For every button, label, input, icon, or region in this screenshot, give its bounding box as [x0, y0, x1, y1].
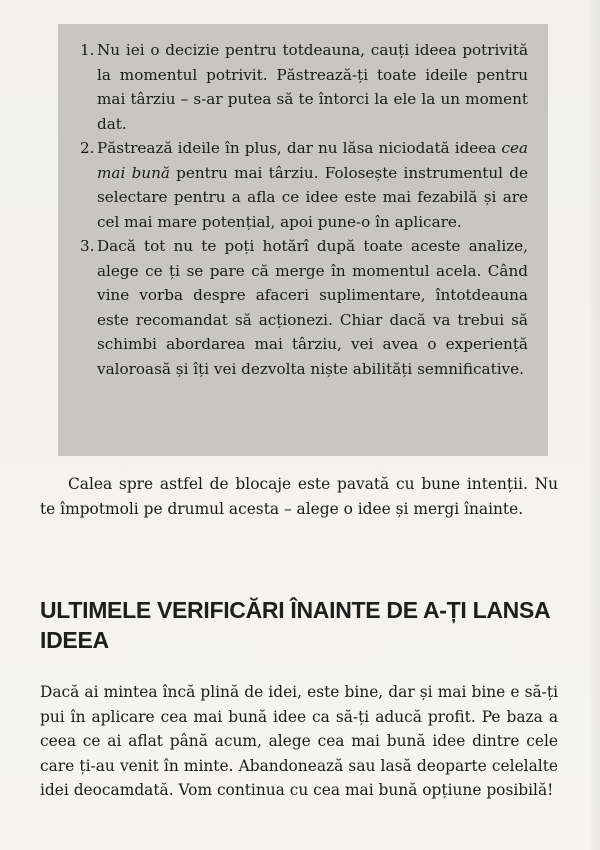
list-item-number: 3.	[80, 237, 95, 255]
list-item-text: Dacă tot nu te poți hotărî după toate aceste analize, alege ce ți se pare că merge în momentul acela. Când vine vorba despre afaceri suplimentare, întotdeauna este recomandat să acționezi. Chiar dacă va trebui să schimbi abordarea mai târziu, vei avea o experiență valoroasă și îți vei dezvolta niște abilități semnificative.	[97, 237, 528, 378]
closing-paragraph	[40, 472, 558, 521]
numbered-list	[80, 38, 528, 381]
highlighted-box	[58, 24, 548, 456]
closing-paragraph-text: Calea spre astfel de blocaje este pavată cu bune intenții. Nu te împotmoli pe drumul acesta – alege o idee și mergi înainte.	[40, 475, 558, 518]
list-item	[80, 234, 528, 381]
emphasized-text: cea mai bună	[97, 139, 528, 182]
list-item-text: Păstrează ideile în plus, dar nu lăsa niciodată ideea	[97, 139, 502, 157]
list-item	[80, 136, 528, 234]
list-item-text: pentru mai târziu. Folosește instrumentul de selectare pentru a afla ce idee este mai fezabilă și are cel mai mare potențial, apoi pune-o în aplicare.	[97, 163, 528, 231]
section-paragraph: Dacă ai mintea încă plină de idei, este bine, dar și mai bine e să-ți pui în aplicare cea mai bună idee ca să-ți aducă profit. Pe baza a ceea ce ai aflat până acum, alege cea mai bună idee dintre cele care ți-au venit în minte. Abandonează sau lasă deoparte celelalte idei deocamdată. Vom continua cu cea mai bună opțiune posibilă!	[40, 683, 558, 799]
section-heading: ULTIMELE VERIFICĂRI ÎNAINTE DE A-ȚI LANSA IDEEA	[40, 597, 550, 653]
list-item-number: 1.	[80, 41, 95, 59]
list-item-text: Nu iei o decizie pentru totdeauna, cauți ideea potrivită la momentul potrivit. Păstrează-ți toate ideile pentru mai târziu – s-ar putea să te întorci la ele la un moment dat.	[97, 41, 528, 133]
page-edge-shadow	[588, 0, 600, 850]
list-item-number: 2.	[80, 139, 95, 157]
list-item	[80, 38, 528, 136]
